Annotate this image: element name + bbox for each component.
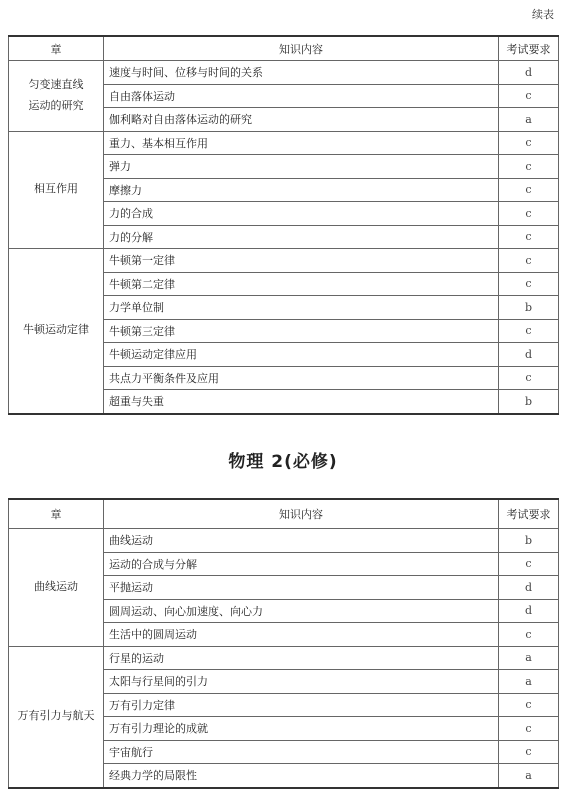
topic-cell: 万有引力定律: [104, 693, 499, 717]
table-header-row: [9, 499, 559, 529]
topic-cell: 摩擦力: [104, 178, 499, 202]
table-row: [9, 249, 559, 273]
topic-cell: 速度与时间、位移与时间的关系: [104, 61, 499, 85]
topic-cell: 曲线运动: [104, 529, 499, 553]
chapter-cell: 相互作用: [9, 131, 104, 249]
topic-cell: 运动的合成与分解: [104, 552, 499, 576]
requirement-cell: c: [499, 84, 559, 108]
requirement-cell: c: [499, 623, 559, 647]
topic-cell: 行星的运动: [104, 646, 499, 670]
topic-cell: 平抛运动: [104, 576, 499, 600]
table-row: [9, 61, 559, 85]
topic-cell: 万有引力理论的成就: [104, 717, 499, 741]
topic-cell: 圆周运动、向心加速度、向心力: [104, 599, 499, 623]
requirement-cell: c: [499, 225, 559, 249]
requirement-cell: d: [499, 343, 559, 367]
topic-cell: 重力、基本相互作用: [104, 131, 499, 155]
requirement-cell: c: [499, 178, 559, 202]
requirements-table-2: [8, 498, 559, 789]
topic-cell: 经典力学的局限性: [104, 764, 499, 788]
table-row: [9, 646, 559, 670]
requirement-cell: b: [499, 296, 559, 320]
topic-cell: 牛顿第二定律: [104, 272, 499, 296]
topic-cell: 太阳与行星间的引力: [104, 670, 499, 694]
chapter-cell: 牛顿运动定律: [9, 249, 104, 414]
table1-body: [9, 61, 559, 414]
requirement-cell: c: [499, 131, 559, 155]
topic-cell: 力的合成: [104, 202, 499, 226]
requirement-cell: b: [499, 529, 559, 553]
requirement-cell: d: [499, 576, 559, 600]
chapter-cell: 万有引力与航天: [9, 646, 104, 788]
section-title: 物理 2(必修): [228, 452, 338, 472]
requirement-cell: d: [499, 61, 559, 85]
topic-cell: 超重与失重: [104, 390, 499, 414]
requirement-cell: a: [499, 108, 559, 132]
requirement-cell: c: [499, 202, 559, 226]
requirement-cell: c: [499, 717, 559, 741]
topic-cell: 宇宙航行: [104, 740, 499, 764]
topic-cell: 牛顿第三定律: [104, 319, 499, 343]
requirement-cell: c: [499, 272, 559, 296]
continued-label: 续表: [532, 8, 554, 21]
chapter-cell: 曲线运动: [9, 529, 104, 647]
topic-cell: 自由落体运动: [104, 84, 499, 108]
header-requirement: 考试要求: [499, 36, 559, 61]
table-row: [9, 131, 559, 155]
requirement-cell: b: [499, 390, 559, 414]
requirement-cell: c: [499, 249, 559, 273]
requirements-table-1: [8, 35, 559, 415]
requirement-cell: c: [499, 366, 559, 390]
requirement-cell: c: [499, 155, 559, 179]
topic-cell: 共点力平衡条件及应用: [104, 366, 499, 390]
requirement-cell: a: [499, 646, 559, 670]
chapter-cell: 匀变速直线 运动的研究: [9, 61, 104, 132]
header-chapter: 章: [9, 499, 104, 529]
requirement-cell: c: [499, 319, 559, 343]
header-content: 知识内容: [104, 499, 499, 529]
requirement-cell: c: [499, 740, 559, 764]
topic-cell: 弹力: [104, 155, 499, 179]
header-content: 知识内容: [104, 36, 499, 61]
table2-body: [9, 529, 559, 788]
topic-cell: 力学单位制: [104, 296, 499, 320]
topic-cell: 生活中的圆周运动: [104, 623, 499, 647]
requirement-cell: d: [499, 599, 559, 623]
header-chapter: 章: [9, 36, 104, 61]
table-header-row: [9, 36, 559, 61]
topic-cell: 力的分解: [104, 225, 499, 249]
requirement-cell: c: [499, 552, 559, 576]
requirement-cell: a: [499, 764, 559, 788]
header-requirement: 考试要求: [499, 499, 559, 529]
table-row: [9, 529, 559, 553]
requirement-cell: a: [499, 670, 559, 694]
topic-cell: 伽利略对自由落体运动的研究: [104, 108, 499, 132]
requirement-cell: c: [499, 693, 559, 717]
topic-cell: 牛顿第一定律: [104, 249, 499, 273]
topic-cell: 牛顿运动定律应用: [104, 343, 499, 367]
